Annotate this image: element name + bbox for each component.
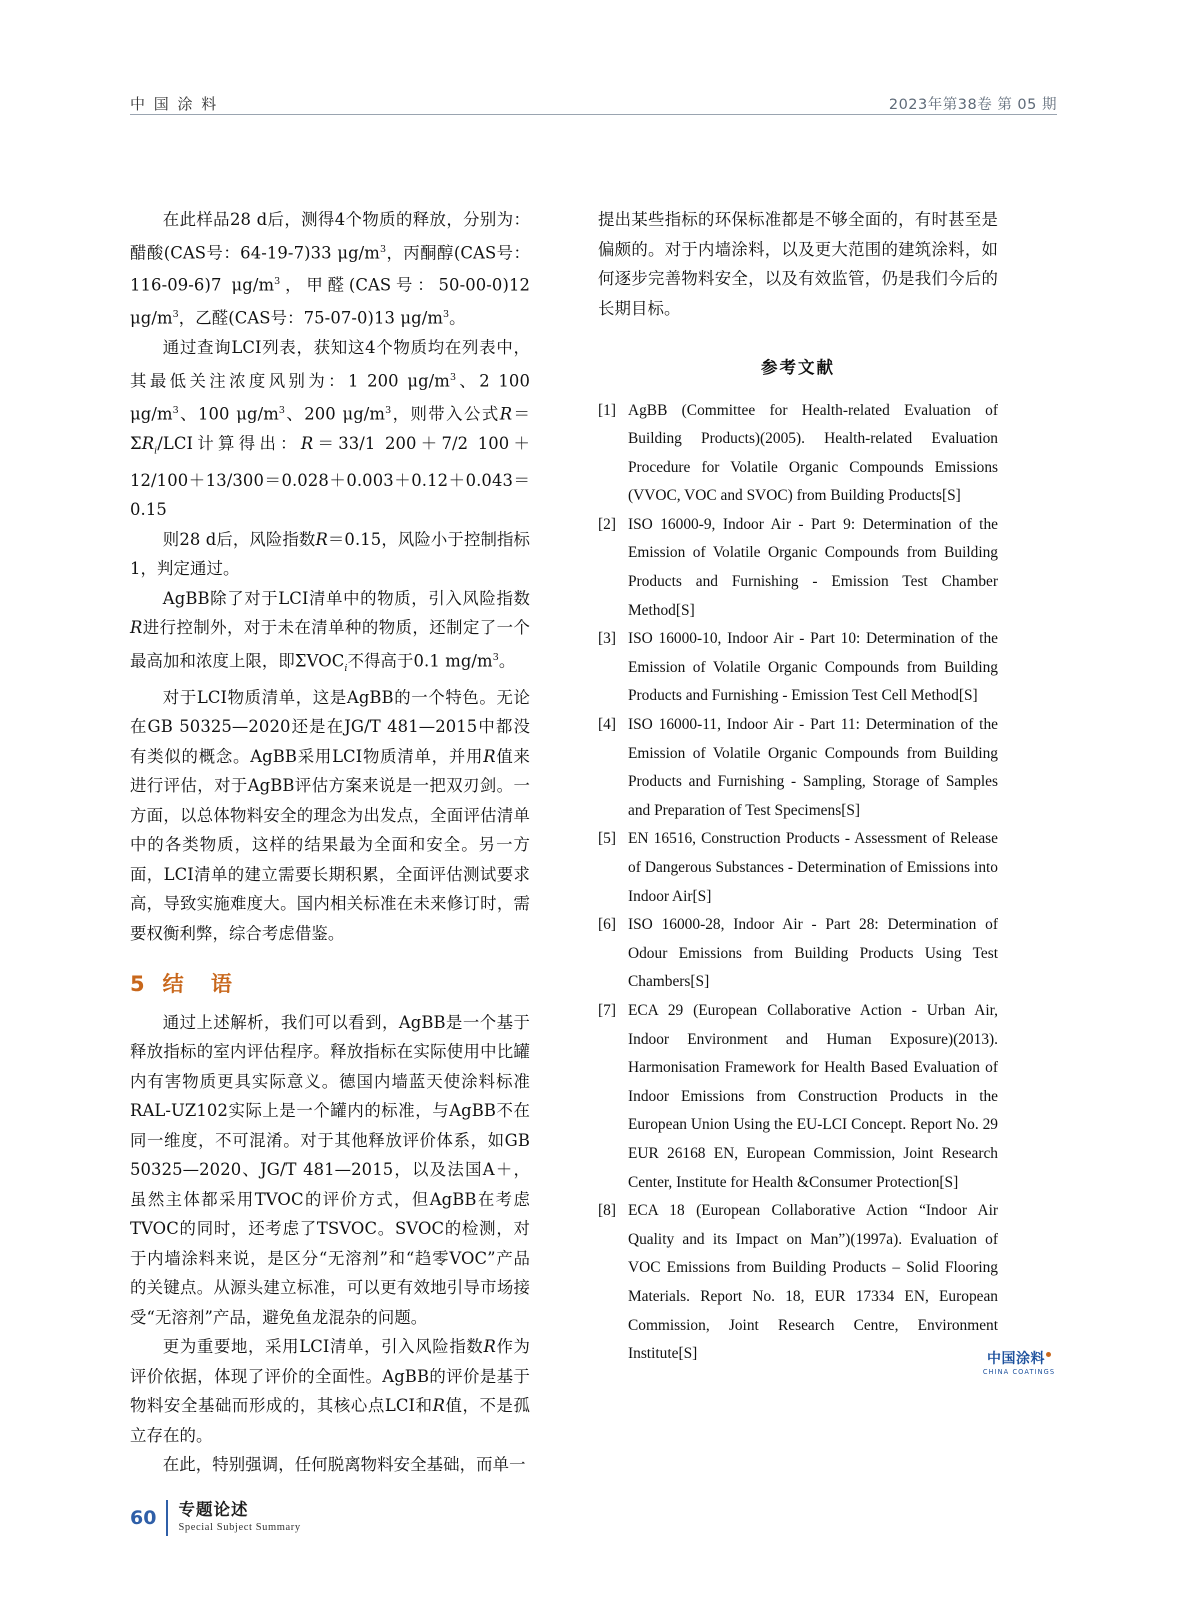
paragraph: 对于LCI物质清单，这是AgBB的一个特色。无论在GB 50325—2020还是在JG/T 481—2015中都没有类似的概念。AgBB采用LCI物质清单，并用R值来进行评估，对于AgBB评估方案来说是一把双刃剑。一方面，以总体物料安全的理念为出发点，全面评估清单中的各类物质，这样的结果最为全面和安全。另一方面，LCI清单的建立需要长期积累，全面评估测试要求高，导致实施难度大。国内相关标准在未来修订时，需要权衡利弊，综合考虑借鉴。 bbox=[130, 687, 530, 943]
footer-section-cn: 专题论述 bbox=[178, 1500, 249, 1520]
paragraph: AgBB除了对于LCI清单中的物质，引入风险指数R进行控制外，对于未在清单种的物质，还制定了一个最高加和浓度上限，即$\Sigma VOC_i$不得高于0.1 $mg/m^3$。 bbox=[130, 588, 530, 674]
journal-name: 中 国 涂 料 bbox=[130, 95, 219, 113]
header-divider bbox=[130, 114, 1057, 115]
paragraph: 更为重要地，采用LCI清单，引入风险指数R作为评价依据，体现了评价的全面性。AgBB的评价是基于物料安全基础而形成的，其核心点LCI和R值，不是孤立存在的。 bbox=[130, 1337, 530, 1445]
reference-number: [2] bbox=[598, 515, 616, 533]
references-title: 参考文献 bbox=[761, 358, 835, 377]
page-footer bbox=[130, 1500, 301, 1536]
logo-cn-text bbox=[981, 1352, 1057, 1367]
reference-number: [6] bbox=[598, 916, 616, 934]
reference-number: [7] bbox=[598, 1001, 616, 1019]
journal-logo bbox=[981, 1352, 1057, 1376]
reference-number: [1] bbox=[598, 401, 616, 419]
paragraph: 提出某些指标的环保标准都是不够全面的，有时甚至是偏颇的。对于内墙涂料，以及更大范围的建筑涂料，如何逐步完善物料安全，以及有效监管，仍是我们今后的长期目标。 bbox=[598, 210, 998, 318]
left-column bbox=[130, 205, 530, 1480]
reference-text: ISO 16000-10, Indoor Air - Part 10: Determination of the Emission of Volatile Organic Compounds from Building Products and Furnishing - Emission Test Cell Method[S] bbox=[628, 630, 998, 705]
logo-cn-label: 中国涂料 bbox=[987, 1351, 1045, 1367]
reference-text: ECA 18 (European Collaborative Action “Indoor Air Quality and its Impact on Man”)(1997a). Evaluation of VOC Emissions from Building Products – Solid Flooring Materials. Report No. 18, EUR 17334 EN, European Commission, Joint Research Centre, Environment Institute[S] bbox=[628, 1202, 998, 1363]
reference-text: ISO 16000-9, Indoor Air - Part 9: Determination of the Emission of Volatile Organic Compounds from Building Products and Furnishing - Emission Test Chamber Method[S] bbox=[628, 515, 998, 619]
references-list bbox=[598, 397, 998, 1369]
reference-text: ISO 16000-11, Indoor Air - Part 11: Determination of the Emission of Volatile Organic Compounds from Building Products and Furnishing - Sampling, Storage of Samples and Preparation of Test Specimens[S] bbox=[628, 716, 998, 819]
reference-number: [4] bbox=[598, 716, 616, 734]
list-item bbox=[598, 1197, 998, 1369]
footer-section-en: Special Subject Summary bbox=[178, 1522, 301, 1534]
logo-en-text: CHINA COATINGS bbox=[982, 1367, 1056, 1376]
list-item bbox=[598, 711, 998, 825]
section-heading bbox=[130, 970, 530, 1000]
footer-section bbox=[178, 1501, 300, 1534]
logo-dot-icon bbox=[1046, 1352, 1051, 1357]
paragraph: 通过查询LCI列表，获知这4个物质均在列表中，其最低关注浓度风别为：1 200 $\mu g/m^3$、2 100 $\mu g/m^3$、100 $\mu g/m^3$、200 $\mu g/m^3$，则带入公式$R=\Sigma R_i$/LCI计算得出：R＝33/1 200＋7/2 100＋12/100＋13/300＝0.028＋0.003＋0.12＋0.043＝0.15 bbox=[130, 338, 530, 520]
reference-text: ECA 29 (European Collaborative Action - Urban Air, Indoor Environment and Human Exposure)(2013). Harmonisation Framework for Health Based Evaluation of Indoor Emissions from Construction Products in the European Union Using the EU-LCI Concept. Report No. 29 EUR 26168 EN, European Commission, Joint Research Center, Institute for Health &Consumer Protection[S] bbox=[628, 1001, 998, 1191]
reference-number: [5] bbox=[598, 830, 616, 848]
list-item bbox=[598, 625, 998, 711]
reference-text: ISO 16000-28, Indoor Air - Part 28: Determination of Odour Emissions from Building Products Using Test Chambers[S] bbox=[628, 916, 998, 991]
page-number: 60 bbox=[130, 1507, 157, 1529]
footer-divider bbox=[166, 1500, 168, 1536]
list-item bbox=[598, 397, 998, 511]
list-item bbox=[598, 911, 998, 997]
list-item bbox=[598, 511, 998, 625]
list-item bbox=[598, 825, 998, 911]
section-number: 5 bbox=[130, 972, 145, 997]
page-header bbox=[130, 80, 1057, 114]
reference-text: AgBB (Committee for Health-related Evaluation of Building Products)(2005). Health-related Evaluation Procedure for Volatile Organic Compounds Emissions (VVOC, VOC and SVOC) from Building Products[S] bbox=[628, 401, 998, 505]
paragraph: 则28 d后，风险指数R＝0.15，风险小于控制指标1，判定通过。 bbox=[130, 529, 530, 579]
issue-info: 2023年第38卷 第 05 期 bbox=[888, 97, 1057, 113]
list-item bbox=[598, 997, 998, 1197]
reference-number: [3] bbox=[598, 630, 616, 648]
paragraph: 通过上述解析，我们可以看到，AgBB是一个基于释放指标的室内评估程序。释放指标在实际使用中比罐内有害物质更具实际意义。德国内墙蓝天使涂料标准RAL-UZ102实际上是一个罐内的标准，与AgBB不在同一维度，不可混淆。对于其他释放评价体系，如GB 50325—2020、JG/T 481—2015，以及法国A＋，虽然主体都采用TVOC的评价方式，但AgBB在考虑TVOC的同时，还考虑了TSVOC。SVOC的检测，对于内墙涂料来说，是区分“无溶剂”和“趋零VOC”产品的关键点。从源头建立标准，可以更有效地引导市场接受“无溶剂”产品，避免鱼龙混杂的问题。 bbox=[130, 1012, 530, 1327]
section-title: 结 语 bbox=[162, 972, 242, 997]
reference-number: [8] bbox=[598, 1202, 616, 1220]
reference-text: EN 16516, Construction Products - Assessment of Release of Dangerous Substances - Determination of Emissions into Indoor Air[S] bbox=[628, 830, 998, 905]
paragraph: 在此，特别强调，任何脱离物料安全基础，而单一 bbox=[162, 1455, 526, 1475]
right-column bbox=[598, 205, 998, 1369]
paragraph: 在此样品28 d后，测得4个物质的释放，分别为：醋酸(CAS号：64-19-7)33 $\mu g/m^3$，丙酮醇(CAS号：116-09-6)7 $\mu g/m^3$，甲醛(CAS号：50-00-0)12 $\mu g/m^3$，乙醛(CAS号：75-07-0)13 $\mu g/m^3$。 bbox=[130, 210, 530, 328]
